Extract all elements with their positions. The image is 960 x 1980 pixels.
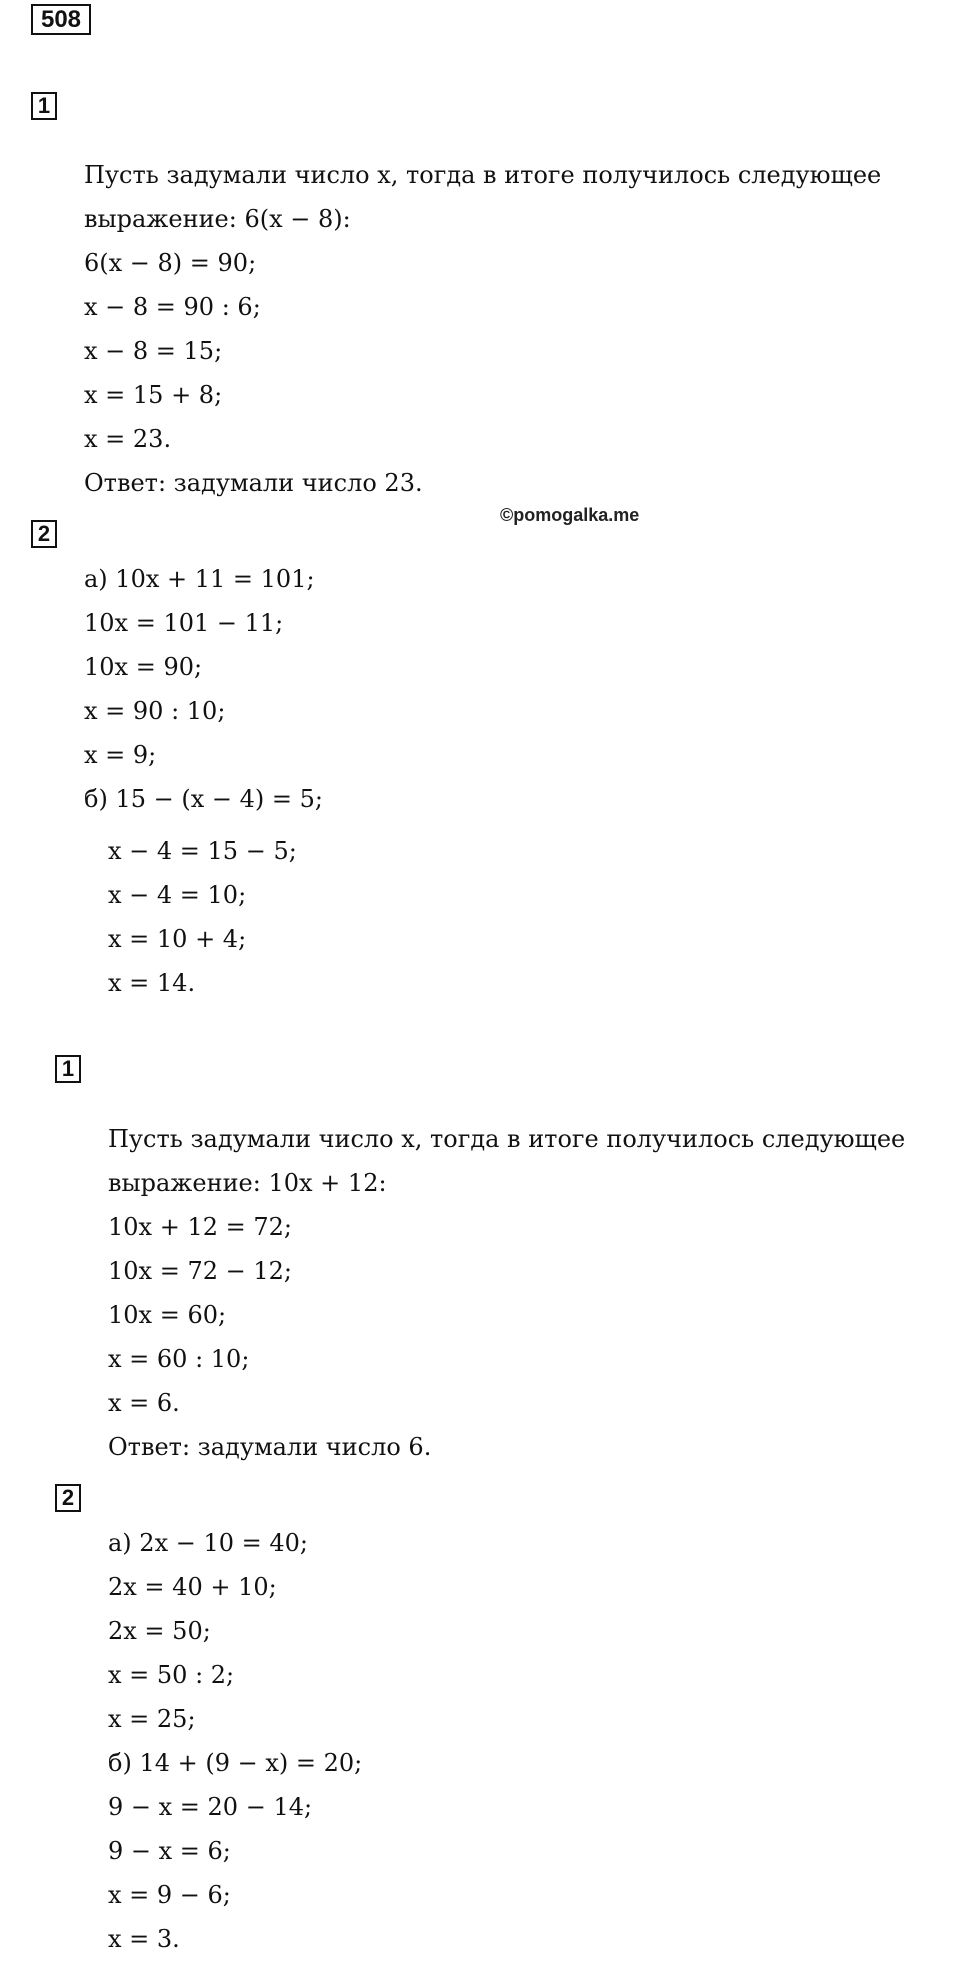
task-1-equation-line: 6(x − 8) = 90; [84, 249, 257, 277]
task-1b-text-line: Пусть задумали число x, тогда в итоге получилось следующее [108, 1125, 906, 1153]
task-2-equation-line: x = 90 : 10; [84, 697, 226, 725]
task-2b-equation-line: x = 3. [108, 1925, 180, 1953]
task-1b-equation-line: 10x + 12 = 72; [108, 1213, 292, 1241]
task-2-equation-line: 10x = 101 − 11; [84, 609, 284, 637]
task-1b-equation-line: 10x = 60; [108, 1301, 227, 1329]
task-2-equation-line: x − 4 = 10; [108, 881, 247, 909]
task-2-equation-line: x = 10 + 4; [108, 925, 247, 953]
task-2-label-box: 2 [31, 520, 57, 548]
task-2b-equation-line: а) 2x − 10 = 40; [108, 1529, 309, 1557]
task-1b-text-line: выражение: 10x + 12: [108, 1169, 387, 1197]
task-1-equation-line: x = 23. [84, 425, 172, 453]
task-1-equation-line: x − 8 = 90 : 6; [84, 293, 261, 321]
task-1b-equation-line: x = 60 : 10; [108, 1345, 250, 1373]
page-number-box: 508 [31, 4, 91, 35]
task-2b-equation-line: б) 14 + (9 − x) = 20; [108, 1749, 363, 1777]
task-2b-label-box: 2 [55, 1484, 81, 1512]
task-1b-equation-line: 10x = 72 − 12; [108, 1257, 292, 1285]
task-1-text-line: выражение: 6(x − 8): [84, 205, 351, 233]
task-2-equation-line: x = 14. [108, 969, 196, 997]
task-2-equation-line: а) 10x + 11 = 101; [84, 565, 315, 593]
task-1b-label-box: 1 [55, 1055, 81, 1083]
task-2b-equation-line: 2x = 40 + 10; [108, 1573, 277, 1601]
task-1-answer-line: Ответ: задумали число 23. [84, 469, 423, 497]
task-1-equation-line: x = 15 + 8; [84, 381, 223, 409]
task-2b-equation-line: x = 9 − 6; [108, 1881, 231, 1909]
task-2b-equation-line: 2x = 50; [108, 1617, 211, 1645]
task-1-equation-line: x − 8 = 15; [84, 337, 223, 365]
task-1b-answer-line: Ответ: задумали число 6. [108, 1433, 432, 1461]
task-2b-equation-line: x = 25; [108, 1705, 196, 1733]
task-2-equation-line: 10x = 90; [84, 653, 203, 681]
task-2-equation-line: б) 15 − (x − 4) = 5; [84, 785, 323, 813]
watermark: ©pomogalka.me [500, 505, 640, 525]
task-2-equation-line: x − 4 = 15 − 5; [108, 837, 297, 865]
task-2b-equation-line: 9 − x = 20 − 14; [108, 1793, 313, 1821]
task-1-text-line: Пусть задумали число x, тогда в итоге получилось следующее [84, 161, 882, 189]
task-1-label-box: 1 [31, 92, 57, 120]
task-2b-equation-line: x = 50 : 2; [108, 1661, 235, 1689]
task-2-equation-line: x = 9; [84, 741, 157, 769]
task-1b-equation-line: x = 6. [108, 1389, 180, 1417]
task-2b-equation-line: 9 − x = 6; [108, 1837, 231, 1865]
